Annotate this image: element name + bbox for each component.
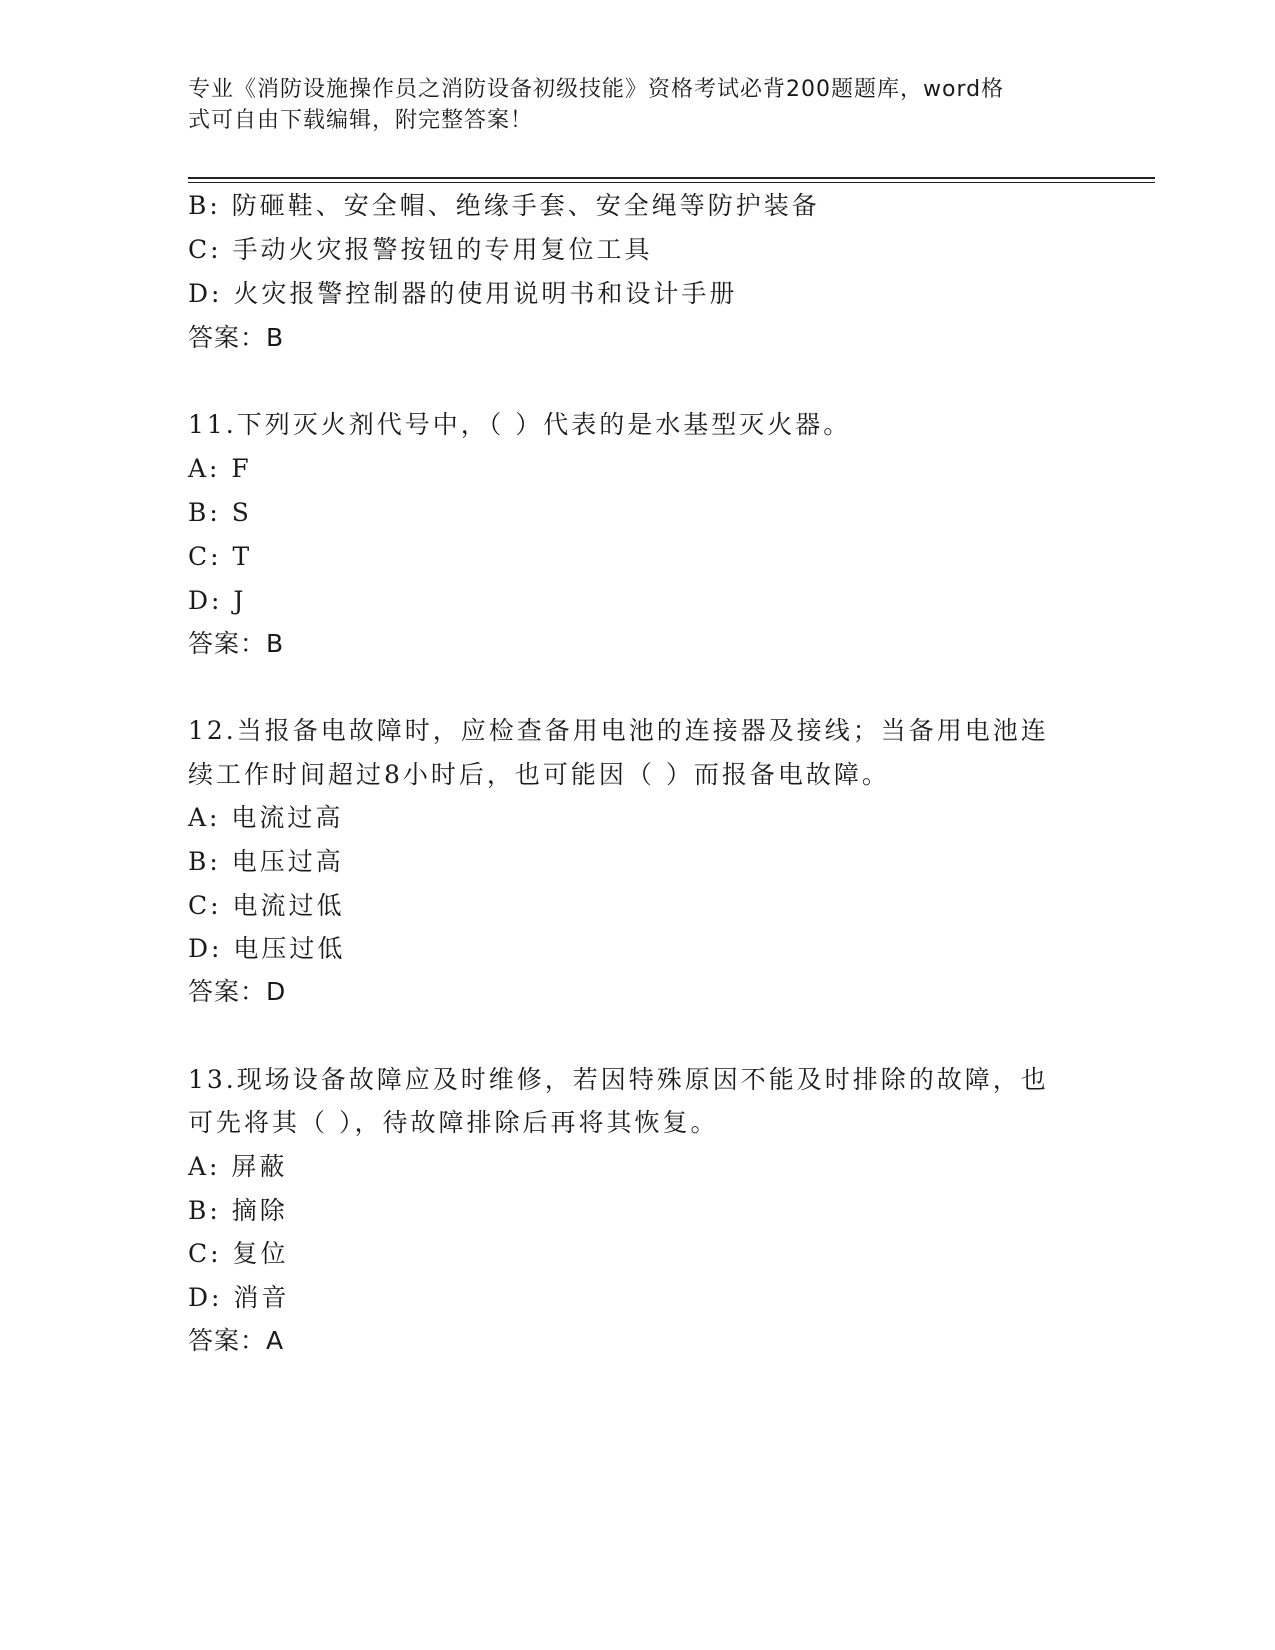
q11-option-d: D: J [188, 586, 247, 615]
q12-option-b: B: 电压过高 [188, 847, 344, 876]
q12-stem-line-2: 续工作时间超过8小时后，也可能因（ ）而报备电故障。 [188, 760, 890, 789]
header-divider-thin [188, 182, 1155, 183]
q11-stem: 11.下列灭火剂代号中，（ ）代表的是水基型灭火器。 [188, 410, 852, 439]
q11-option-c: C: T [188, 542, 253, 571]
q13-option-d: D: 消音 [188, 1283, 290, 1312]
q11-option-b: B: S [188, 498, 252, 527]
q12-answer: 答案：D [188, 977, 287, 1006]
q13-answer: 答案：A [188, 1326, 285, 1355]
q11-option-a: A: F [188, 454, 252, 483]
q12-stem-line-1: 12.当报备电故障时，应检查备用电池的连接器及接线；当备用电池连 [188, 716, 1049, 745]
q10-option-d: D: 火灾报警控制器的使用说明书和设计手册 [188, 279, 738, 308]
q12-option-a: A: 电流过高 [188, 803, 344, 832]
q12-option-d: D: 电压过低 [188, 934, 346, 963]
q12-option-c: C: 电流过低 [188, 891, 345, 920]
document-header [188, 74, 1068, 136]
header-divider-thick [188, 177, 1155, 179]
q13-option-a: A: 屏蔽 [188, 1152, 288, 1181]
q13-stem-line-1: 13.现场设备故障应及时维修，若因特殊原因不能及时排除的故障，也 [188, 1065, 1049, 1094]
q11-answer: 答案：B [188, 629, 285, 658]
q13-stem-line-2: 可先将其（ ），待故障排除后再将其恢复。 [188, 1108, 719, 1137]
header-line-1: 专业《消防设施操作员之消防设备初级技能》资格考试必背200题题库，word格 [188, 77, 1005, 102]
q10-option-c: C: 手动火灾报警按钮的专用复位工具 [188, 235, 653, 264]
q10-answer: 答案：B [188, 323, 285, 352]
q13-option-c: C: 复位 [188, 1239, 289, 1268]
header-line-2: 式可自由下载编辑，附完整答案！ [188, 108, 534, 133]
q10-option-b: B: 防砸鞋、安全帽、绝缘手套、安全绳等防护装备 [188, 191, 820, 220]
q13-option-b: B: 摘除 [188, 1196, 288, 1225]
